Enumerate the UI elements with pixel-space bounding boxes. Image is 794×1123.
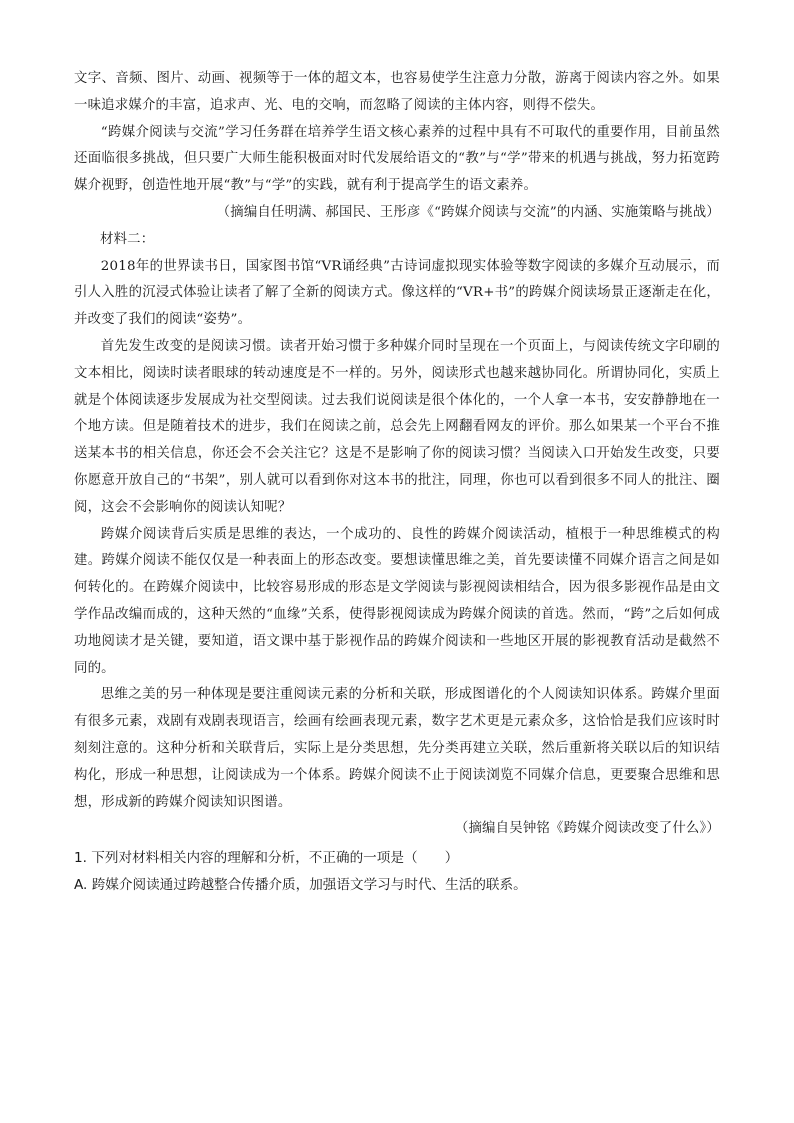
material-two-paragraph: 跨媒介阅读背后实质是思维的表达，一个成功的、良性的跨媒介阅读活动，植根于一种思维模式的构建。跨媒介阅读不能仅仅是一种表面上的形态改变。要想读懂思维之美，首先要读懂不同媒介语言之间是如何转化的。在跨媒介阅读中，比较容易形成的形态是文学阅读与影视阅读相结合，因为很多影视作品是由文学作品改编而成的，这种天然的“血缘”关系，使得影视阅读成为跨媒介阅读的首选。然而，“跨”之后如何成功地阅读才是关键，要知道，语文课中基于影视作品的跨媒介阅读和一些地区开展的影视教育活动是截然不同的。 [74,526,720,676]
document-content [74,66,720,899]
question-stem: 1. 下列对材料相关内容的理解和分析，不正确的一项是（ ） [74,850,459,867]
material-two-source: （摘编自吴钟铭《跨媒介阅读改变了什么》） [454,821,720,837]
material-one-paragraph: “跨媒介阅读与交流”学习任务群在培养学生语文核心素养的过程中具有不可取代的重要作用，目前虽然还面临很多挑战，但只要广大师生能积极面对时代发展给语文的“教”与“学”带来的机遇与挑战，努力拓宽跨媒介视野，创造性地开展“教”与“学”的实践，就有利于提高学生的语文素养。 [74,124,720,194]
material-two-paragraph: 首先发生改变的是阅读习惯。读者开始习惯于多种媒介同时呈现在一个页面上，与阅读传统文字印刷的文本相比，阅读时读者眼球的转动速度是不一样的。另外，阅读形式也越来越协同化。所谓协同化，实质上就是个体阅读逐步发展成为社交型阅读。过去我们说阅读是很个体化的，一个人拿一本书，安安静静地在一个地方读。但是随着技术的进步，我们在阅读之前，总会先上网翻看网友的评价。那么如果某一个平台不推送某本书的相关信息，你还会不会关注它？这是不是影响了你的阅读习惯？当阅读入口开始发生改变，只要你愿意开放自己的“书架”，别人就可以看到你对这本书的批注，同理，你也可以看到很多不同人的批注、圈阅，这会不会影响你的阅读认知呢？ [74,338,720,515]
question-option-a: A. 跨媒介阅读通过跨越整合传播介质，加强语文学习与时代、生活的联系。 [74,877,527,894]
material-two-paragraph: 思维之美的另一种体现是要注重阅读元素的分析和关联，形成图谱化的个人阅读知识体系。跨媒介里面有很多元素，戏剧有戏剧表现语言，绘画有绘画表现元素，数字艺术更是元素众多，这恰恰是我们应该时时刻刻注意的。这种分析和关联背后，实际上是分类思想，先分类再建立关联，然后重新将关联以后的知识结构化，形成一种思想，让阅读成为一个体系。跨媒介阅读不止于阅读浏览不同媒介信息，更要聚合思维和思想，形成新的跨媒介阅读知识图谱。 [74,687,720,810]
material-two-paragraph: 2018年的世界读书日，国家图书馆“VR诵经典”古诗词虚拟现实体验等数字阅读的多媒介互动展示，而引人入胜的沉浸式体验让读者了解了全新的阅读方式。像这样的“VR+书”的跨媒介阅读场景正逐渐走在化，并改变了我们的阅读“姿势”。 [74,258,720,328]
material-one-continued-paragraph: 文字、音频、图片、动画、视频等于一体的超文本，也容易使学生注意力分散，游离于阅读内容之外。如果一味追求媒介的丰富，追求声、光、电的交响，而忽略了阅读的主体内容，则得不偿失。 [74,71,720,113]
material-two-label: 材料二： [100,231,155,247]
material-one-source: （摘编自任明满、郝国民、王彤彦《“跨媒介阅读与交流”的内涵、实施策略与挑战） [216,204,720,220]
